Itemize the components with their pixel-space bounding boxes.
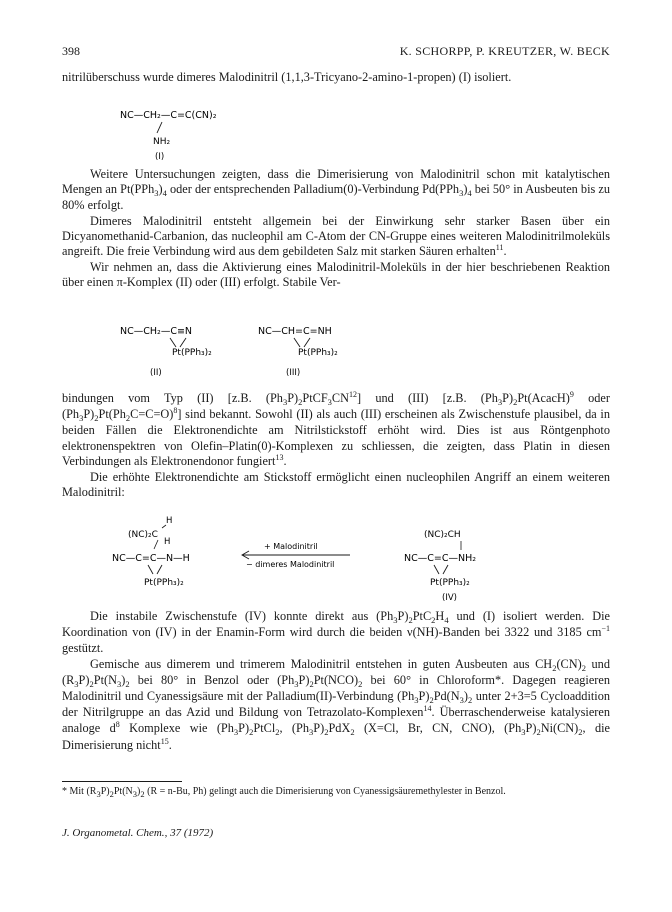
reaction-scheme-drawing	[112, 513, 572, 605]
left-top-hydrogen: H	[166, 516, 173, 526]
arrow-product: − dimeres Malodinitril	[246, 560, 335, 569]
structure-II-label: (II)	[150, 368, 162, 378]
left-enamine-chain: NC—C=C—N—H	[112, 553, 190, 564]
structure-I-drawing	[120, 106, 320, 162]
structure-III-bond-left	[294, 338, 300, 347]
left-second-hydrogen: H	[164, 537, 171, 547]
footnote: * Mit $(R_3P)_2Pt(N_3)_2$ (R = n-Bu, Ph) gelingt auch die Dimerisierung von Cyanessigsäuremethylester in Benzol.	[62, 786, 506, 799]
structure-II-bond-right	[180, 338, 186, 347]
reaction-scheme-IV	[112, 513, 572, 605]
structure-II-chain: NC—CH₂—C≡N	[120, 326, 193, 337]
left-bond-down	[154, 540, 158, 549]
paragraph-4: Wir nehmen an, dass die Aktivierung eines Malodinitril-Moleküls in der hier beschriebenen Reaktion über einen π-Komplex (II) oder (III) erfolgt. Stabile Ver-	[62, 260, 610, 290]
right-bond-pt-2	[443, 565, 448, 574]
left-bond-h	[162, 525, 166, 528]
structure-III-label: (III)	[286, 368, 301, 378]
structure-III-metal: Pt(PPh₃)₂	[298, 348, 338, 358]
structure-I-chain: NC—CH₂—C=C(CN)₂	[120, 110, 217, 121]
structure-III-chain: NC—CH=C=NH	[258, 326, 332, 337]
paragraph-1: nitrilüberschuss wurde dimeres Malodinitril (1,1,3-Tricyano-2-amino-1-propen) (I) isoliert.	[62, 70, 512, 84]
structure-I-label: (I)	[155, 152, 165, 162]
paragraph-3: Dimeres Malodinitril entsteht allgemein bei der Einwirkung sehr starker Basen über ein Dicyanomethanid-Carbanion, das nucleophil am C-Atom der CN-Gruppe eines weiteren Malodinitrilmoleküls angreift. Die freie Verbindung wird aus dem gebildeten Salz mit starken Säuren erhalten$^{11}$.	[62, 213, 610, 259]
journal-citation	[62, 827, 213, 839]
arrow-reagent: + Malodinitril	[264, 542, 318, 551]
structures-II-III-drawing	[120, 322, 420, 384]
right-dicyanomethyl: (NC)₂CH	[424, 530, 461, 540]
structure-III-bond-right	[304, 338, 310, 347]
right-enamine-chain: NC—C=C—NH₂	[404, 553, 477, 564]
structure-II-bond-left	[170, 338, 176, 347]
left-bond-pt-1	[148, 565, 153, 574]
page-header	[62, 44, 610, 60]
running-head-authors: K. SCHORPP, P. KREUTZER, W. BECK	[399, 44, 610, 58]
left-metal: Pt(PPh₃)₂	[144, 578, 184, 588]
structure-II-metal: Pt(PPh₃)₂	[172, 348, 212, 358]
paragraph-7: Die instabile Zwischenstufe (IV) konnte direkt aus $(Ph_3P)_2PtC_2H_4$ und (I) isoliert werden. Die Koordination von (IV) in der Enamin-Form wird durch die beiden ν(NH)-Banden bei 3322 und 3185 $cm^{-1}$ gestützt. Gemische aus dimerem und trimerem Malodinitril entstehen in guten Ausbeuten aus $CH_2(CN)_2$ und $(R_3P)_2Pt(N_3)_2$ bei 80° in Benzol oder $(Ph_3P)_2Pt(NCO)_2$ bei 60° in Chloroform*. Dagegen reagieren Malodinitril und Cyanessigsäure mit der Palladium(II)-Verbindung $(Ph_3P)_2Pd(N_3)_2$ unter 2+3=5 Cycloaddition der Nitrilgruppe an das Azid und Bildung von Tetrazolato-Komplexen$^{14}$. Überraschenderweise katalysieren analoge $d^8$ Komplexe wie $(Ph_3P)_2PtCl_2$, $(Ph_3P)_2PdX_2$ (X=Cl, Br, CN, CNO), $(Ph_3P)_2Ni(CN)_2$, die Dimerisierung nicht$^{15}$.	[62, 609, 610, 754]
structure-IV-label: (IV)	[442, 593, 457, 603]
journal-name: J. Organometal. Chem.	[62, 827, 165, 839]
journal-issue: , 37 (1972)	[164, 827, 214, 839]
structures-II-III	[120, 322, 420, 384]
structure-I-bond	[157, 122, 162, 133]
right-bond-pt-1	[434, 565, 439, 574]
left-bond-pt-2	[157, 565, 162, 574]
structure-I	[120, 106, 320, 162]
paragraph-6: Die erhöhte Elektronendichte am Stickstoff ermöglicht einen nucleophilen Angriff an einem weiteren Malodinitril:	[62, 470, 610, 500]
page-number: 398	[62, 44, 80, 58]
structure-I-amino: NH₂	[153, 137, 171, 147]
paragraph-8: Gemische aus dimerem und trimerem Malodinitril entstehen in guten Ausbeuten aus $CH_2(CN)_2$ und $(R_3P)_2Pt(N_3)_2$ bei 80° in Benzol oder $(Ph_3P)_2Pt(NCO)_2$ bei 60° in Chloroform*. Dagegen reagieren Malodinitril und Cyanessigsäure mit der Palladium(II)-Verbindung $(Ph_3P)_2Pd(N_3)_2$ unter 2+3=5 Cycloaddition der Nitrilgruppe an das Azid und Bildung von Tetrazolato-Komplexen$^{14}$. Überraschenderweise katalysieren analoge $d^8$ Komplexe wie $(Ph_3P)_2PtCl_2$, $(Ph_3P)_2PdX_2$ (X=Cl, Br, CN, CNO), $(Ph_3P)_2Ni(CN)_2$, die Dimerisierung nicht$^{15}$.	[62, 656, 611, 752]
paragraph-5: bindungen vom Typ (II) [z.B. $(Ph_3P)_2PtCF_3CN^{12}$] und (III) [z.B. $(Ph_3P)_2Pt(AcacH)^9$ oder $(Ph_3P)_2Pt(Ph_2C=C=O)^8$] sind bekannt. Sowohl (II) als auch (III) erscheinen als Zwischenstufe plausibel, da in beiden Fällen die Elektronendichte am Nitrilstickstoff erhöht wird. Dies ist aus Röntgenphoto elektronenspektren von Olefin–Platin(0)-Komplexen zu schliessen, die zeigten, dass Platin in diesen Verbindungen als Elektronendonor fungiert$^{13}$. Die erhöhte Elektronendichte am Stickstoff ermöglicht einen nucleophilen Angriff an einem weiteren Malodinitril:	[62, 390, 610, 500]
right-metal: Pt(PPh₃)₂	[430, 578, 470, 588]
paragraph-2: Weitere Untersuchungen zeigten, dass die Dimerisierung von Malodinitril schon mit katalytischen Mengen an $Pt(PPh_3)_4$ oder der entsprechenden Palladium(0)-Verbindung $Pd(PPh_3)_4$ bei 50° in Ausbeuten bis zu 80% erfolgt. Dimeres Malodinitril entsteht allgemein bei der Einwirkung sehr starker Basen über ein Dicyanomethanid-Carbanion, das nucleophil am C-Atom der CN-Gruppe eines weiteren Malodinitrilmoleküls angreift. Die freie Verbindung wird aus dem gebildeten Salz mit starken Säuren erhalten$^{11}$. Wir nehmen an, dass die Aktivierung eines Malodinitril-Moleküls in der hier beschriebenen Reaktion über einen π-Komplex (II) oder (III) erfolgt. Stabile Ver-	[62, 167, 610, 290]
footnote-rule	[62, 781, 182, 782]
left-dicyanomethyl: (NC)₂C	[128, 530, 158, 540]
